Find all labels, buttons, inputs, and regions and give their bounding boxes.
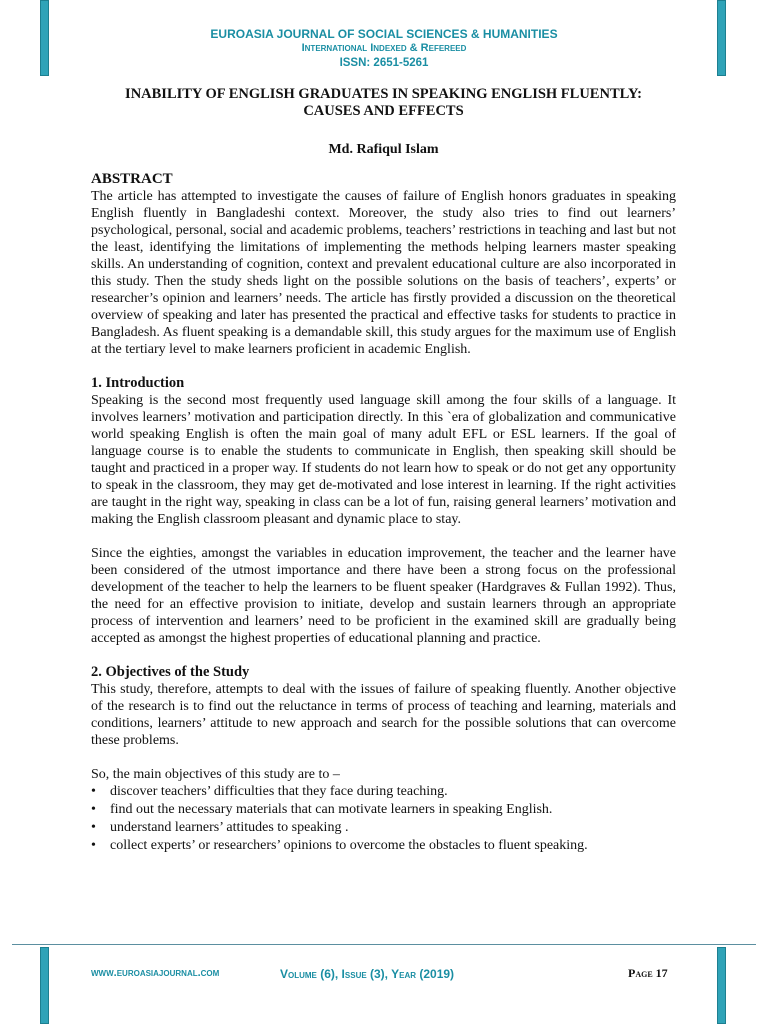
spacer [91,749,676,766]
right-bottom-bar [717,947,726,1024]
bullet-icon: • [91,784,96,799]
list-item [91,801,676,819]
spacer [91,358,676,375]
list-item [91,819,676,837]
introduction-heading: 1. Introduction [91,375,185,391]
author-name: Md. Rafiqul Islam [328,142,439,157]
article-title-line1: INABILITY OF ENGLISH GRADUATES IN SPEAKING ENGLISH FLUENTLY: [125,86,642,102]
objectives-intro: So, the main objectives of this study are to – [91,767,340,782]
left-bottom-bar [40,947,49,1024]
list-item-text: understand learners’ attitudes to speaking . [110,820,349,835]
footer-website: www.euroasiajournal.com [91,967,220,979]
list-item [91,837,676,855]
list-item-text: find out the necessary materials that can motivate learners in speaking English. [110,802,553,817]
page-number: Page 17 [628,966,668,980]
footer-volume: Volume (6), Issue (3), Year (2019) [280,967,455,981]
list-item-text: collect experts’ or researchers’ opinions to overcome the obstacles to fluent speaking. [110,838,588,853]
footer-rule [12,944,756,945]
objectives-heading: 2. Objectives of the Study [91,664,250,680]
issn-label: ISSN: 2651-5261 [339,57,429,69]
bullet-icon: • [91,802,96,817]
indexed-label: International Indexed & Refereed [301,42,467,54]
objectives-paragraph: This study, therefore, attempts to deal with the issues of failure of speaking fluently. Another objective of the research is to find out the reluctance in terms of process of teaching and learning, materials and conditions, learners’ attitude to new approach and search for the possible solutions that can overcome these problems. [91,682,676,748]
journal-name: EUROASIA JOURNAL OF SOCIAL SCIENCES & HUMANITIES [210,27,558,41]
objectives-list [91,783,676,855]
article-body [91,86,676,855]
list-item-text: discover teachers’ difficulties that they face during teaching. [110,784,448,799]
abstract-text: The article has attempted to investigate the causes of failure of English honors graduates in speaking English fluently in Bangladeshi context. Moreover, the study also tries to find out learners’ psychological, personal, social and academic problems, teachers’ restrictions in teaching and last but not the least, identifying the limitations of implementing the methods helping learners master speaking skills. An understanding of cognition, context and prevalent educational culture are also incorporated in this study. Then the study sheds light on the possible solutions on the basis of teachers’, experts’ or researcher’s opinion and learners’ needs. The article has firstly provided a discussion on the theoretical overview of speaking and later has presented the practical and effective tasks for students to practice in Bangladesh. As fluent speaking is a demandable skill, this study argues for the maximum use of English at the tertiary level to make learners proficient in academic English. [91,189,676,357]
list-item [91,783,676,801]
bullet-icon: • [91,838,96,853]
abstract-heading: ABSTRACT [91,171,173,187]
introduction-paragraph-1: Speaking is the second most frequently used language skill among the four skills of a language. It involves learners’ motivation and participation directly. In this `era of globalization and communicative world speaking English is often the main goal of many adult EFL or ESL learners. If the goal of language course is to enable the students to communicate in English, then speaking skill should be taught and practiced in a proper way. If students do not learn how to speak or do not get any opportunity to speak in the classroom, they may get de-motivated and lose interest in learning. If the right activities are taught in the right way, speaking in class can be a lot of fun, raising general learners’ motivation and making the English classroom pleasant and dynamic place to stay. [91,393,676,527]
spacer [91,528,676,545]
introduction-paragraph-2: Since the eighties, amongst the variables in education improvement, the teacher and the learner have been considered of the utmost importance and there have been a strong focus on the professional development of the teacher to help the learners to be fluent speaker (Hardgraves & Fullan 1992). Thus, the need for an effective provision to initiate, develop and sustain learners through an appropriate process of intervention and learners’ need to be proficient in the examined skill are gradually being accepted as amongst the highest properties of educational planning and practice. [91,546,676,646]
article-title-line2: CAUSES AND EFFECTS [303,103,464,119]
spacer [91,647,676,664]
bullet-icon: • [91,820,96,835]
